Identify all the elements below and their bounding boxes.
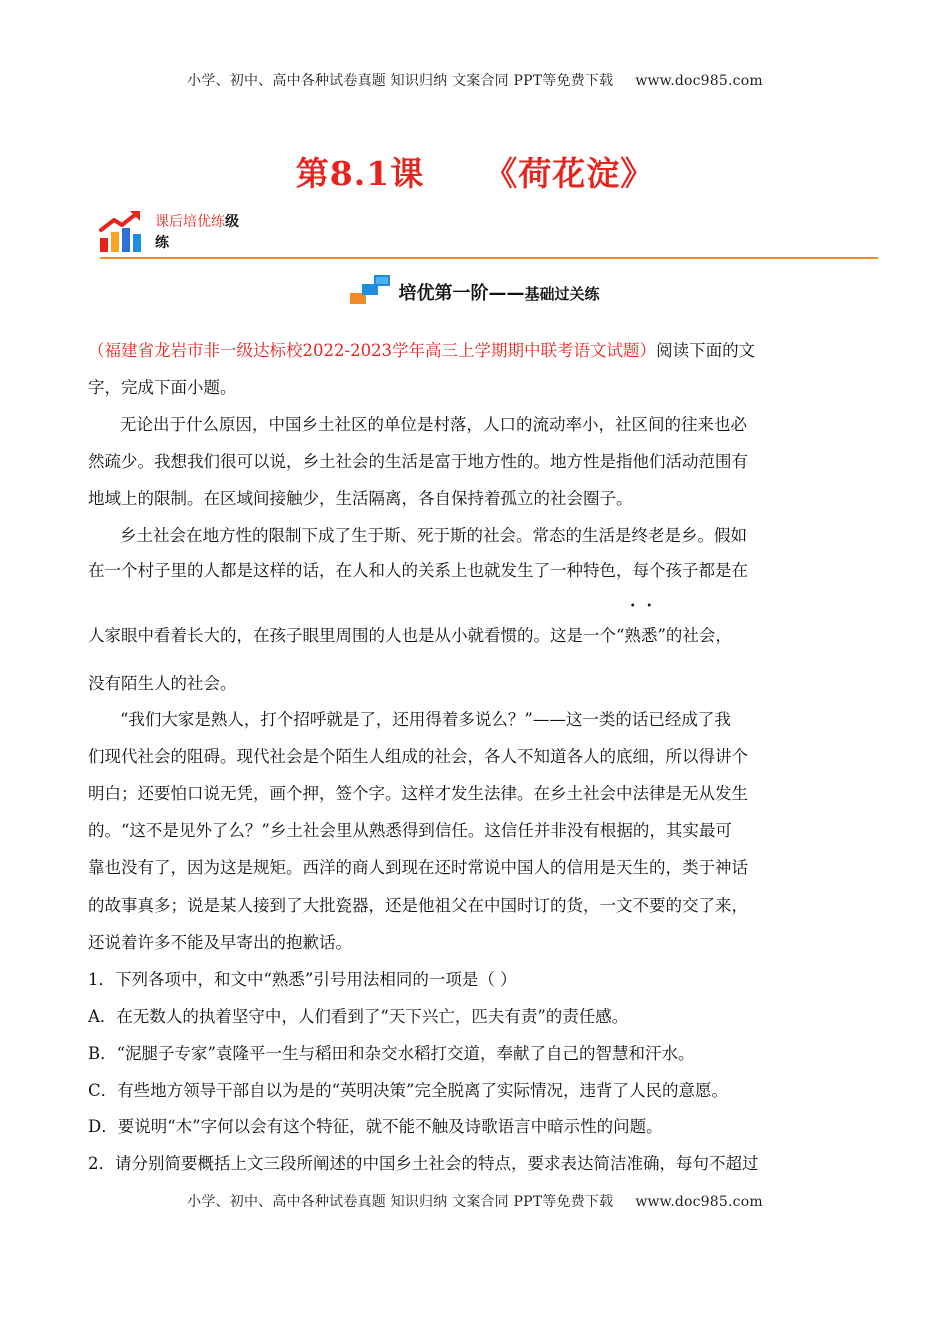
instruction-part-2: 字，完成下面小题。 [88,378,237,397]
passage-p3-line: 还说着许多不能及早寄出的抱歉话。 [88,933,352,952]
passage-p3-line: 的。“这不是见外了么？”乡土社会里从熟悉得到信任。这信任并非没有根据的，其实最可 [88,821,732,840]
question-2: 2．请分别简要概括上文三段所阐述的中国乡土社会的特点，要求表达简洁准确，每句不超过 [88,1154,759,1173]
option-d: D．要说明“木”字何以会有这个特征，就不能不触及诗歌语言中暗示性的问题。 [88,1117,663,1136]
badge-label-red: 课后培优练 [155,214,225,230]
badge-label-black-1: 级 [225,214,239,230]
header-tagline: 小学、初中、高中各种试卷真题 知识归纳 文案合同 PPT等免费下载 [187,73,614,89]
passage-p2-line-4: 没有陌生人的社会。 [88,674,237,693]
option-a: A．在无数人的执着坚守中，人们看到了“天下兴亡，匹夫有责”的责任感。 [88,1007,629,1026]
stairs-icon [350,275,392,309]
option-b: B．“泥腿子专家”袁隆平一生与稻田和杂交水稻打交道，奉献了自己的智慧和汗水。 [88,1044,695,1063]
instruction-part-1: 阅读下面的文 [656,341,756,360]
section-dash: —— [488,283,525,304]
section-heading [0,275,950,309]
passage-p3-line: 明白；还要怕口说无凭，画个押，签个字。这样才发生法律。在乡土社会中法律是无从发生 [88,784,748,803]
badge-label-black-2: 练 [155,235,169,251]
header-site-link[interactable]: www.doc985.com [635,73,763,89]
passage-p1-line: 然疏少。我想我们很可以说，乡土社会的生活是富于地方性的。地方性是指他们活动范围有 [88,452,748,471]
question-1: 1．下列各项中，和文中“熟悉”引号用法相同的一项是（ ） [88,970,517,989]
passage-p2-line-3-before: 人家眼中看着长大的，在孩子眼里周围的人也是从小就看惯的。这是一个“ [88,626,625,645]
header-divider [100,257,878,259]
page-footer [0,1191,950,1211]
passage-p2-line-3-after: ”的社会， [657,626,732,645]
intro-line-1 [88,337,863,361]
passage-p3-line: 的故事真多；说是某人接到了大批瓷器，还是他祖父在中国时订的货，一文不要的交了来， [88,896,748,915]
passage-p1-line: 地域上的限制。在区域间接触少，生活隔离，各自保持着孤立的社会圈子。 [88,489,633,508]
lesson-title [0,148,950,195]
option-c: C．有些地方领导干部自以为是的“英明决策”完全脱离了实际情况，违背了人民的意愿。 [88,1081,728,1100]
section-subtitle: 基础过关练 [524,285,600,303]
passage-p2-line: 在一个村子里的人都是这样的话，在人和人的关系上也就发生了一种特色，每个孩子都是在 [88,561,748,580]
passage-p3-line: “我们大家是熟人，打个招呼就是了，还用得着多说么？”——这一类的话已经成了我 [120,710,731,729]
emphasized-char: 悉 [640,626,658,645]
footer-site-link[interactable]: www.doc985.com [635,1194,763,1210]
passage-p1-line: 无论出于什么原因，中国乡土社区的单位是村落，人口的流动率小，社区间的往来也必 [120,415,747,434]
practice-badge [98,208,258,256]
passage-p2-line: 乡土社会在地方性的限制下成了生于斯、死于斯的社会。常态的生活是终老是乡。假如 [120,526,747,545]
footer-tagline: 小学、初中、高中各种试卷真题 知识归纳 文案合同 PPT等免费下载 [187,1194,614,1210]
emphasized-char: 熟 [624,626,641,645]
growth-chart-icon [98,208,154,254]
passage-p3-line: 们现代社会的阻碍。现代社会是个陌生人组成的社会，各人不知道各人的底细，所以得讲个 [88,747,748,766]
passage-p2-line-3 [88,622,863,646]
passage-p3-line: 靠也没有了，因为这是规矩。西洋的商人到现在还时常说中国人的信用是天生的，类于神话 [88,858,748,877]
lesson-number: 第8.1课 [295,154,425,193]
section-title: 培优第一阶 [398,283,489,304]
lesson-name: 《荷花淀》 [484,154,655,193]
page-header [0,70,950,90]
source-citation: （福建省龙岩市非一级达标校2022-2023学年高三上学期期中联考语文试题） [88,341,657,360]
